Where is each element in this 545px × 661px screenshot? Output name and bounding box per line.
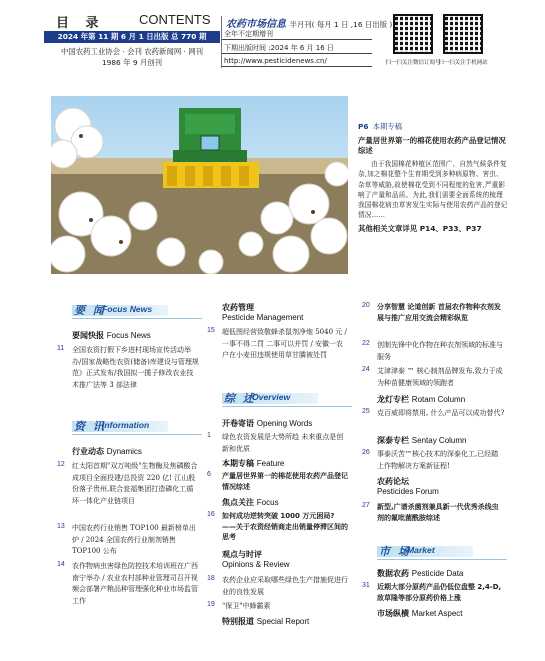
- category-pesticides-forum: 农药论坛 Pesticides Forum: [377, 477, 439, 496]
- contents-title: CONTENTS: [139, 12, 211, 27]
- cover-story-section: 本期专稿: [372, 122, 403, 131]
- cover-story-more[interactable]: 其他相关文章详见 P14、P33、P37: [358, 223, 482, 233]
- entry-title: 事泰沃苦™核心技术的深泰化工,已经踏上作物解决方案新征程!: [377, 450, 499, 470]
- entry-title: 农药企业应采取哪些绿色生产措施促进行业的良性发展: [222, 576, 348, 596]
- section-market-cn: 市 场: [379, 545, 411, 558]
- entry-title: 全国农资打假下乡进村现场宣传活动举办/国家战略性农资(储备)库建设与管理规范》正式发布/我国拟一揽子修改农业技术推广法等 3 部法律: [72, 346, 199, 389]
- entry-page: 12: [57, 461, 65, 468]
- mobile-site-qr-icon[interactable]: [443, 14, 483, 54]
- category-focus: 焦点关注 Focus: [222, 498, 279, 507]
- category-market-aspect: 市场纵横 Market Aspect: [377, 609, 463, 618]
- info-row-next-issue: 下期出版时间 :2024 年 6 月 16 日: [222, 43, 372, 54]
- entry-title: 绿色农资发展是大势所趋 未来重点是创新和优质: [222, 433, 344, 453]
- entry-title: 新型,广谱杀菌剂兼具新一代优秀杀线虫剂的氟吡菌酰胺综述: [377, 503, 499, 522]
- entry-page: 15: [207, 327, 215, 334]
- cover-story-page: P6: [358, 122, 369, 131]
- cover-story-body: 由于我国棉花种植区范围广、自然气候条件复杂,加之棉花整个生育期受到多种病原物、害虫、杂草等威胁,故使棉花受到不同程度的危害,严重影响了产量和品质。为此,我们需要全面系统的梳理我国棉花病虫草害发生实际与使用农药产品的登记情况……: [358, 160, 508, 220]
- entry-page: 18: [207, 575, 215, 582]
- brand-frequency: 半月刊( 每月 1 日 ,16 日出版 ): [289, 20, 393, 29]
- wechat-qr-caption: 扫一扫关注微信订阅号: [385, 60, 441, 66]
- section-info-en: Information: [102, 420, 150, 430]
- category-special-report: 特别报道 Special Report: [222, 617, 310, 626]
- section-focus-en: Focus News: [102, 304, 153, 314]
- entry-page: 25: [362, 408, 370, 415]
- founded-line: 1986 年 9 月创刊: [101, 58, 163, 67]
- entry-page: 27: [362, 502, 370, 509]
- category-pesticide-management: 农药管理 Pesticide Management: [222, 303, 304, 322]
- category-dynamics: 行业动态 Dynamics: [72, 447, 142, 456]
- entry-page: 14: [57, 561, 65, 568]
- entry-title: 如何成功逆转突破 1000 万元困局? ——关于农资经销商走出销量停滞区间的思考: [222, 512, 348, 542]
- section-market-en: Market: [407, 545, 435, 555]
- entry-title: 艾津津泰 ™ 核心制剂品牌发布,致力于成为种苗健康领域的领跑者: [377, 367, 503, 387]
- cover-story-box[interactable]: [358, 114, 508, 264]
- entry-page: 20: [362, 302, 370, 309]
- entry-title: 红太阳首期"双万吨级"生物酶及焦磷酸合成项目全面投建/总投资 220 亿! 江山股份落子贵州,联合瓮福集团打造磷化工循环一体化产业链项目: [72, 462, 198, 505]
- entry-title: 克百威即将禁用, 什么产品可以成功替代?: [377, 409, 505, 417]
- entry-title: 产量居世界第一的棉花使用农药产品登记情况综述: [222, 472, 348, 491]
- section-header-overview: [222, 390, 352, 407]
- section-info-cn: 资 讯: [74, 420, 106, 433]
- entry-page: 19: [207, 601, 215, 608]
- section-overview-en: Overview: [252, 392, 291, 402]
- issue-bar: 2024 年第 11 期 6 月 1 日出版 总 770 期: [44, 31, 220, 43]
- section-overview-cn: 综 述: [224, 392, 256, 405]
- category-opinions: 观点与时评 Opinions & Review: [222, 550, 290, 569]
- entry-title: 超低图经营致敬蜂杀鼠剂净炮 5040 元 / 一事不得二罚 二事可以并罚 / 安徽一农户在小麦田违规使用草甘膦被处罚: [222, 328, 347, 359]
- publisher-line: 中国农药工业协会 · 会刊 农药新闻网 · 网刊: [60, 47, 204, 56]
- entry-page: 22: [362, 340, 370, 347]
- section-focus-cn: 要 闻: [74, 304, 106, 317]
- category-feature: 本期专稿 Feature: [222, 459, 285, 468]
- section-header-focus: [72, 302, 202, 319]
- entry-page: 6: [207, 471, 211, 478]
- entry-page: 26: [362, 449, 370, 456]
- section-header-information: [72, 418, 202, 435]
- magazine-brand: [226, 15, 392, 30]
- entry-title: 农作物病虫害绿色防控技术培训班在广西南宁举办 / 农业农村部种业管理司召开视频会部署产粮品种管理强化种业市场监管工作: [72, 562, 198, 605]
- entry-title: 分享智慧 论道创新 首届农作物种衣剂发展与推广应用交流会精彩纵览: [377, 303, 501, 322]
- cotton-harvester-photo: [51, 96, 348, 274]
- category-pesticide-data: 数据农药 Pesticide Data: [377, 569, 464, 578]
- entry-title: 中国农药行业销售 TOP100 最新榜单出炉 / 2024 全国农药行业制剂销售 TOP100 公布: [72, 524, 196, 555]
- cover-story-title[interactable]: 产量居世界第一的棉花使用农药产品登记情况综述: [358, 136, 506, 155]
- entry-page: 11: [57, 345, 65, 352]
- entry-page: 16: [207, 511, 215, 518]
- entry-title: "保卫"中蜂霸素: [222, 602, 271, 610]
- info-row-supplement: 全年不定期增刊: [222, 29, 372, 40]
- entry-page: 1: [207, 432, 211, 439]
- entry-title: 创制先锋中化作物在种衣剂领域的标准与服务: [377, 341, 503, 361]
- section-header-market: [377, 543, 507, 560]
- mobile-qr-caption: 扫一扫关注手机网站: [438, 60, 488, 66]
- category-rotam-column: 龙灯专栏 Rotam Column: [377, 395, 466, 404]
- entry-page: 13: [57, 523, 65, 530]
- entry-title: 近期大部分原药产品仍低位盘整 2,4-D,敌草隆等部分原药价格上涨: [377, 583, 502, 602]
- mulu-title: 目 录: [56, 16, 105, 31]
- category-opening-words: 开卷寄语 Opening Words: [222, 419, 313, 428]
- category-sentay-column: 深泰专栏 Sentay Column: [377, 436, 467, 445]
- website-link[interactable]: http://www.pesticidenews.cn/: [222, 56, 372, 67]
- brand-name: 农药市场信息: [226, 19, 286, 30]
- wechat-qr-icon[interactable]: [393, 14, 433, 54]
- entry-page: 31: [362, 582, 370, 589]
- entry-page: 24: [362, 366, 370, 373]
- category-focus-news: 要闻快报 Focus News: [72, 331, 151, 340]
